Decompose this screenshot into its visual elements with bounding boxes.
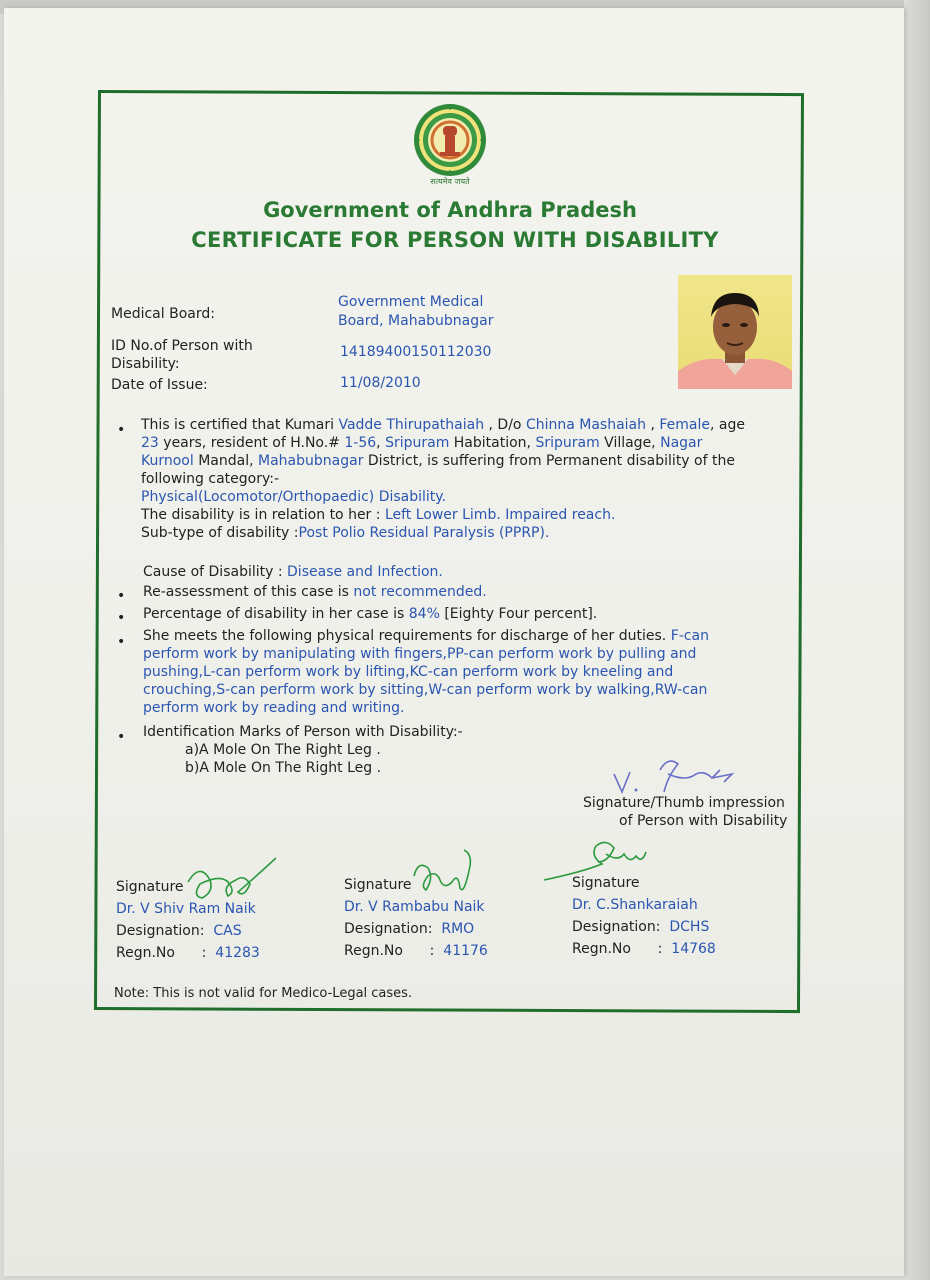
age: 23 bbox=[141, 435, 159, 451]
text: , age bbox=[710, 417, 745, 433]
id-label-line1: ID No.of Person with bbox=[111, 338, 253, 354]
designation-label: Designation: bbox=[572, 919, 670, 935]
text: , bbox=[376, 435, 386, 451]
designation-label: Designation: bbox=[344, 921, 442, 937]
bullet-3: • bbox=[117, 610, 126, 626]
reassess-label: Re-assessment of this case is bbox=[143, 584, 354, 600]
designation-label: Designation: bbox=[116, 923, 214, 939]
percent-value: 84% bbox=[408, 606, 440, 622]
doctor-name: Dr. V Rambabu Naik bbox=[344, 899, 485, 915]
habitation: Sripuram bbox=[385, 435, 450, 451]
identification-mark-a: a)A Mole On The Right Leg . bbox=[185, 742, 381, 758]
doctor-3-block bbox=[572, 872, 716, 960]
regn-value: 41176 bbox=[443, 943, 488, 959]
doctor-2-block bbox=[344, 874, 488, 962]
relation-label: The disability is in relation to her : bbox=[141, 507, 385, 523]
cause-label: Cause of Disability : bbox=[143, 564, 288, 580]
subtype-value: Post Polio Residual Paralysis (PPRP). bbox=[298, 525, 550, 541]
designation-value: DCHS bbox=[669, 919, 710, 935]
district: Mahabubnagar bbox=[258, 453, 364, 469]
id-label-line2: Disability: bbox=[111, 356, 180, 372]
regn-label: Regn.No : bbox=[116, 945, 216, 961]
text: Habitation, bbox=[449, 435, 536, 451]
requirement-text: pushing,L-can perform work by lifting,KC-can perform work by kneeling and bbox=[143, 664, 674, 680]
reassess-value: not recommended. bbox=[353, 584, 487, 600]
bullet-1: • bbox=[117, 422, 126, 438]
text: District, is suffering from Permanent disability of the bbox=[363, 453, 735, 469]
doctor-1-block bbox=[116, 876, 260, 964]
requirement-text: perform work by manipulating with fingers,PP-can perform work by pulling and bbox=[143, 646, 697, 662]
regn-value: 14768 bbox=[671, 941, 716, 957]
person-signature-label-2: of Person with Disability bbox=[619, 813, 788, 829]
percentage-line bbox=[143, 605, 597, 623]
medical-board-label: Medical Board: bbox=[111, 306, 215, 322]
bullet-2: • bbox=[117, 588, 126, 604]
signature-label: Signature bbox=[116, 879, 184, 895]
text: Mandal, bbox=[193, 453, 259, 469]
regn-value: 41283 bbox=[215, 945, 260, 961]
requirements-paragraph bbox=[143, 627, 793, 717]
cause-line bbox=[143, 563, 443, 581]
relation-value: Left Lower Limb. Impaired reach. bbox=[384, 507, 616, 523]
text: , D/o bbox=[484, 417, 526, 433]
reassessment-line bbox=[143, 583, 487, 601]
certification-paragraph bbox=[141, 416, 801, 542]
doctor-name: Dr. C.Shankaraiah bbox=[572, 897, 698, 913]
certificate-title: CERTIFICATE FOR PERSON WITH DISABILITY bbox=[191, 228, 719, 252]
regn-label: Regn.No : bbox=[344, 943, 444, 959]
id-number-value: 14189400150112030 bbox=[340, 344, 492, 360]
percent-label: Percentage of disability in her case is bbox=[143, 606, 409, 622]
house-number: 1-56 bbox=[344, 435, 377, 451]
bullet-4: • bbox=[117, 634, 126, 650]
date-of-issue-label: Date of Issue: bbox=[111, 377, 208, 393]
requirements-label: She meets the following physical requirements for discharge of her duties. bbox=[143, 628, 671, 644]
date-of-issue-value: 11/08/2010 bbox=[340, 375, 421, 391]
requirement-text: perform work by reading and writing. bbox=[143, 700, 405, 716]
scan-edge-right bbox=[904, 0, 930, 1280]
text: , bbox=[646, 417, 660, 433]
medical-board-value-line2: Board, Mahabubnagar bbox=[338, 313, 494, 329]
category-intro: following category:- bbox=[141, 471, 280, 487]
ap-emblem-seal bbox=[410, 102, 490, 192]
person-signature-label-1: Signature/Thumb impression bbox=[583, 795, 785, 811]
legal-note: Note: This is not valid for Medico-Legal cases. bbox=[114, 986, 413, 1001]
requirement-text: crouching,S-can perform work by sitting,W-can perform work by walking,RW-can bbox=[143, 682, 708, 698]
identification-mark-b: b)A Mole On The Right Leg . bbox=[185, 760, 382, 776]
cause-value: Disease and Infection. bbox=[287, 564, 443, 580]
text: This is certified that Kumari bbox=[141, 417, 339, 433]
emblem-motto: सत्यमेव जयते bbox=[430, 177, 470, 186]
requirement-text: F-can bbox=[670, 628, 709, 644]
village: Sripuram bbox=[535, 435, 600, 451]
text: years, resident of H.No.# bbox=[158, 435, 345, 451]
parent-name: Chinna Mashaiah bbox=[525, 417, 647, 433]
doctor-name: Dr. V Shiv Ram Naik bbox=[116, 901, 256, 917]
signature-label: Signature bbox=[344, 877, 412, 893]
medical-board-value-line1: Government Medical bbox=[338, 294, 484, 310]
gender: Female bbox=[659, 417, 710, 433]
text: Village, bbox=[599, 435, 661, 451]
mandal: Nagar bbox=[660, 435, 703, 451]
signature-label: Signature bbox=[572, 875, 640, 891]
designation-value: CAS bbox=[213, 923, 242, 939]
identification-label: Identification Marks of Person with Disability:- bbox=[143, 724, 463, 740]
government-title: Government of Andhra Pradesh bbox=[263, 198, 637, 222]
mandal-cont: Kurnool bbox=[141, 453, 194, 469]
disability-category: Physical(Locomotor/Orthopaedic) Disability. bbox=[141, 489, 447, 505]
subtype-label: Sub-type of disability : bbox=[141, 525, 299, 541]
person-photo bbox=[678, 275, 792, 389]
bullet-5: • bbox=[117, 729, 126, 745]
designation-value: RMO bbox=[441, 921, 475, 937]
regn-label: Regn.No : bbox=[572, 941, 672, 957]
percent-words: [Eighty Four percent]. bbox=[439, 606, 598, 622]
person-name: Vadde Thirupathaiah bbox=[338, 417, 485, 433]
